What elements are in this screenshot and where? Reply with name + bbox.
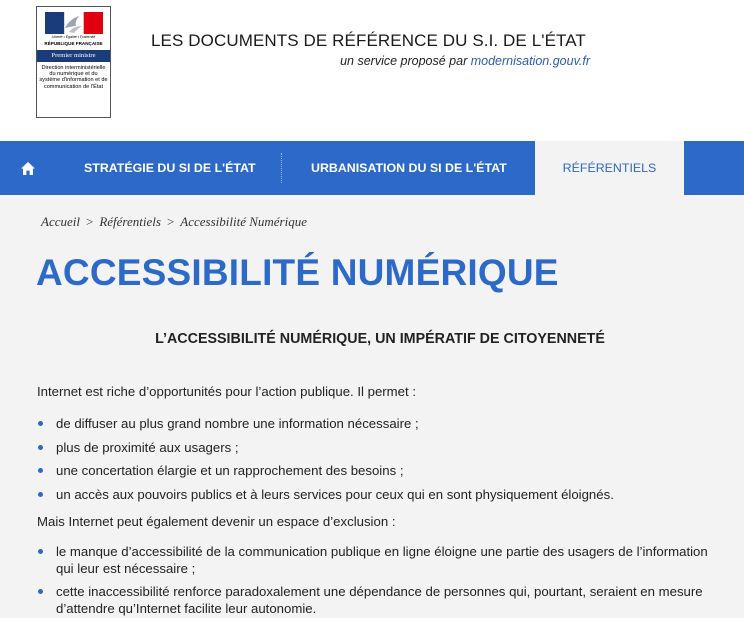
nav-item-urbanisation[interactable]: URBANISATION DU SI DE L'ÉTAT xyxy=(311,161,507,175)
bullet-icon xyxy=(38,445,43,450)
list-item-text: plus de proximité aux usagers ; xyxy=(56,439,239,455)
logo-premier-ministre: Premier ministre xyxy=(37,50,110,62)
bullet-icon xyxy=(38,421,43,426)
tagline-prefix: un service proposé par xyxy=(340,54,468,68)
list-item xyxy=(37,415,727,439)
bullet-icon xyxy=(38,468,43,473)
marianne-logo[interactable] xyxy=(36,6,111,118)
section-subtitle: L’ACCESSIBILITÉ NUMÉRIQUE, UN IMPÉRATIF DE CITOYENNETÉ xyxy=(155,331,605,347)
site-header xyxy=(0,0,744,141)
intro-paragraph-1: Internet est riche d’opportunités pour l’action publique. Il permet : xyxy=(37,384,416,399)
marianne-flag-icon xyxy=(45,12,103,34)
breadcrumb-separator: > xyxy=(166,214,175,229)
main-content xyxy=(0,195,744,618)
breadcrumb-referentiels[interactable]: Référentiels xyxy=(99,214,161,229)
intro-paragraph-2: Mais Internet peut également devenir un espace d’exclusion : xyxy=(37,514,396,529)
bullet-icon xyxy=(38,589,43,594)
breadcrumb-accueil[interactable]: Accueil xyxy=(41,214,80,229)
logo-republique: RÉPUBLIQUE FRANÇAISE xyxy=(44,41,103,46)
list-item xyxy=(37,486,727,510)
site-tagline xyxy=(330,54,590,68)
nav-home[interactable] xyxy=(0,141,55,195)
list-item-text: un accès aux pouvoirs publics et à leurs services pour ceux qui en sont physiquement éloignés. xyxy=(56,486,614,502)
opportunities-list xyxy=(37,415,727,509)
breadcrumb-separator: > xyxy=(85,214,94,229)
list-item-text: cette inaccessibilité renforce paradoxalement une dépendance de personnes qui, pourtant, seraient en mesure d’attendre qu’Internet facilite leur autonomie. xyxy=(56,584,703,616)
list-item xyxy=(37,462,727,486)
breadcrumb-current: Accessibilité Numérique xyxy=(180,214,307,229)
list-item xyxy=(37,543,727,577)
nav-item-referentiels[interactable]: RÉFÉRENTIELS xyxy=(535,141,684,195)
list-item xyxy=(37,439,727,463)
list-item-text: une concertation élargie et un rapprochement des besoins ; xyxy=(56,463,404,478)
page-title: ACCESSIBILITÉ NUMÉRIQUE xyxy=(36,252,559,293)
list-item-text: le manque d’accessibilité de la communication publique en ligne éloigne une partie des usagers de l’information qui leur est nécessaire ; xyxy=(56,544,708,576)
exclusion-list xyxy=(37,543,727,618)
bullet-icon xyxy=(38,492,43,497)
bullet-icon xyxy=(38,549,43,554)
list-item-text: de diffuser au plus grand nombre une information nécessaire ; xyxy=(56,416,419,431)
list-item xyxy=(37,583,727,617)
site-title[interactable]: LES DOCUMENTS DE RÉFÉRENCE DU S.I. DE L'ÉTAT xyxy=(151,31,586,50)
breadcrumb xyxy=(41,214,307,230)
modernisation-link[interactable]: modernisation.gouv.fr xyxy=(470,54,590,68)
nav-item-strategie[interactable]: STRATÉGIE DU SI DE L'ÉTAT xyxy=(84,161,256,175)
logo-devise: Liberté • Égalité • Fraternité xyxy=(51,35,96,39)
home-icon xyxy=(21,162,35,175)
nav-separator xyxy=(281,153,282,183)
logo-dinsic: Direction interministérielle du numérique et du système d'information et de communication de l'État xyxy=(39,65,108,90)
main-nav xyxy=(0,141,744,195)
